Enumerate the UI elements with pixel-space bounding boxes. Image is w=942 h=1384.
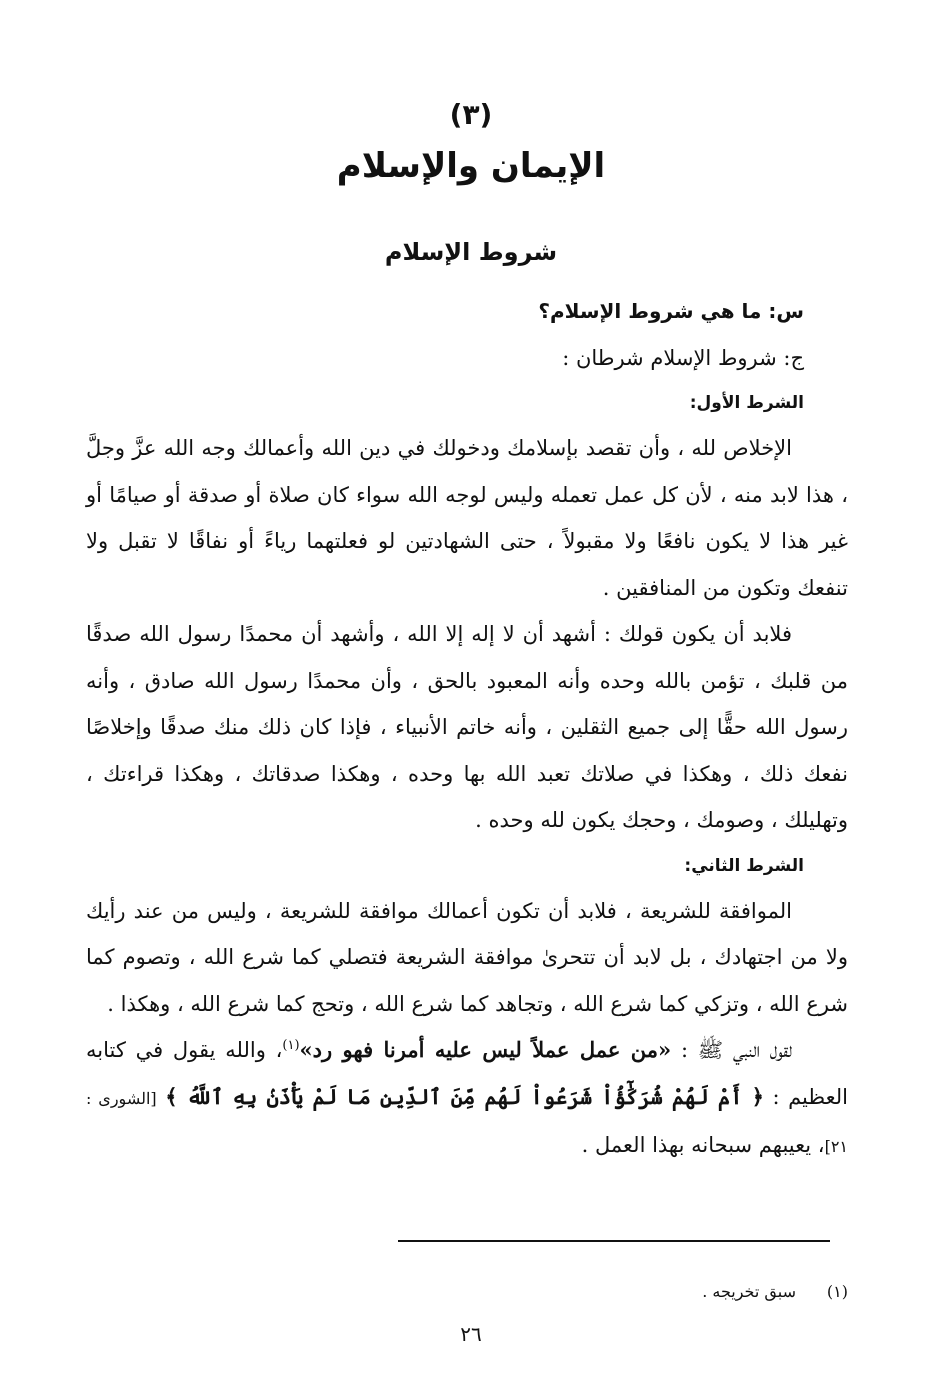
footnote: [86, 1278, 848, 1306]
quran-verse: ﴿ أَمْ لَهُمْ شُرَكَٰٓؤُاْ شَرَعُواْ لَهُم مِّنَ ٱلدِّينِ مَا لَمْ يَأْذَنۢ بِهِ ٱللَّهُ ﴾: [165, 1083, 764, 1109]
closing-text: ، يعيبهم سبحانه بهذا العمل .: [581, 1133, 825, 1157]
chapter-title: الإيمان والإسلام: [336, 146, 606, 186]
chapter-number: (٣): [449, 98, 493, 131]
footnote-mark: (١): [826, 1282, 848, 1301]
section-title: شروط الإسلام: [384, 238, 558, 266]
answer: ج: شروط الإسلام شرطان :: [562, 345, 804, 370]
body-text: [86, 288, 848, 1171]
footnote-divider: [398, 1240, 830, 1242]
footnote-reference[interactable]: (١): [282, 1038, 300, 1053]
quran-reference: [الشورى : ٢١]: [86, 1088, 848, 1156]
condition2-paragraph: الموافقة للشريعة ، فلابد أن تكون أعمالك موافقة للشريعة ، وليس من عند رأيك ولا من اجتهادك ، بل لابد أن تتحرىٰ موافقة الشريعة فتصلي كما شرع الله ، وتصوم كما شرع الله ، وتزكي كما شرع الله ، وتجاهد كما شرع الله ، وتحج كما شرع الله ، وهكذا .: [86, 898, 848, 1016]
condition1-label: الشرط الأول:: [689, 393, 804, 413]
hadith-quote: «من عمل عملاً ليس عليه أمرنا فهو رد»: [299, 1037, 672, 1062]
quran-intro: ، والله يقول في كتابه العظيم :: [86, 1038, 848, 1109]
condition1-paragraph-2: فلابد أن يكون قولك : أشهد أن لا إله إلا الله ، وأشهد أن محمدًا رسول الله صدقًا من قلبك ، تؤمن بالله وحده وأنه المعبود بالحق ، وأن محمدًا رسول الله صادق ، وأنه رسول الله حقًّا إلى جميع الثقلين ، وأنه خاتم الأنبياء ، فإذا كان ذلك منك صدقًا وإخلاصًا نفعك ذلك ، وهكذا في صلاتك تعبد الله بها وحده ، وهكذا صدقاتك ، وهكذا قراءتك ، وتهليلك ، وصومك ، وحجك يكون لله وحده .: [86, 622, 848, 832]
hadith-intro: لقول النبي ﷺ :: [671, 1038, 793, 1062]
condition2-label: الشرط الثاني:: [684, 855, 804, 876]
page-number: ٢٦: [460, 1322, 482, 1346]
evidence-paragraph: [86, 1027, 848, 1171]
question: س: ما هي شروط الإسلام؟: [538, 299, 804, 323]
condition1-paragraph: الإخلاص لله ، وأن تقصد بإسلامك ودخولك في دين الله وأعمالك وجه الله عزَّ وجلَّ ، هذا لابد منه ، لأن كل عمل تعمله وليس لوجه الله سواء كان صلاة أو صدقة أو صيامًا أو غير هذا لا يكون نافعًا ولا مقبولاً ، حتى الشهادتين لو فعلتهما رياءً أو نفاقًا لا تقبل ولا تنفعك وتكون من المنافقين .: [86, 436, 848, 600]
footnote-text: سبق تخريجه .: [702, 1282, 796, 1301]
